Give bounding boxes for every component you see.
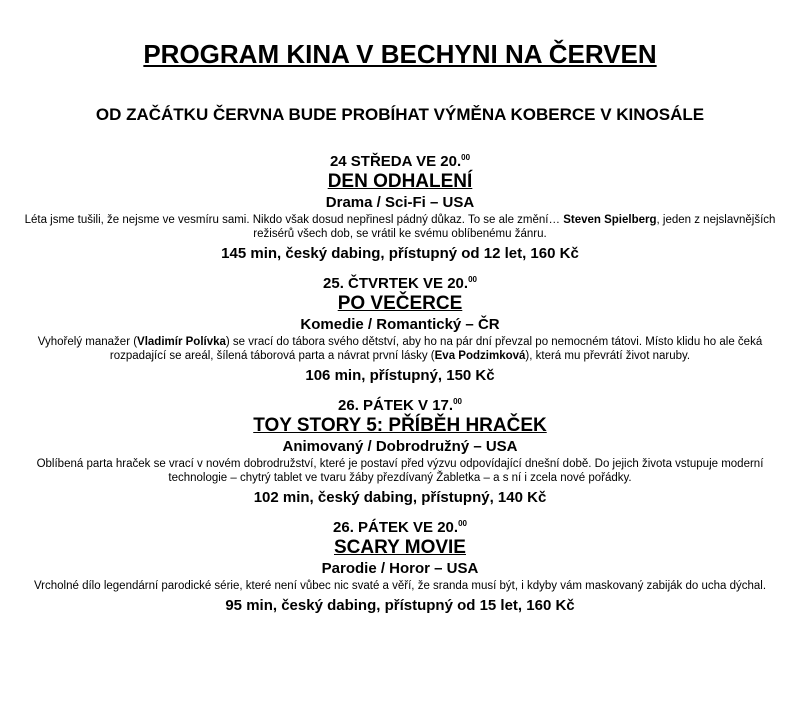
event-date: 25. ČTVRTEK VE 20.00 xyxy=(323,275,477,292)
event-time-minutes: 00 xyxy=(458,519,467,528)
film-description: Vrcholné dílo legendární parodické série, které není vůbec nic svaté a věří, že sranda musí být, i kdyby vám maskovaný zabiják do ucha dýchal. xyxy=(33,580,767,592)
film-title: SCARY MOVIE xyxy=(334,537,466,558)
film-genre: Animovaný / Dobrodružný – USA xyxy=(282,438,518,455)
event-scary-movie xyxy=(0,519,800,616)
renovation-notice: OD ZAČÁTKU ČERVNA BUDE PROBÍHAT VÝMĚNA KOBERCE V KINOSÁLE xyxy=(95,105,705,124)
film-description: Vyhořelý manažer (Vladimír Polívka) se vrací do tábora svého dětství, aby ho na pár dní převzal po nemocném tátovi. Místo klidu ho ale čeká rozpadající se areál, šílená táborová parta a návrat první lásky (Eva Podzimková), která mu převrátí život naruby. xyxy=(37,336,763,362)
film-description: Oblíbená parta hraček se vrací v novém dobrodružství, které je postaví před výzvu odpovídající dnešní době. Do jejich života vstupuje moderní technologie – chytrý tablet ve tvaru žáby přezdívaný Žabletka – a s ní i zcela nové pořádky. xyxy=(36,458,764,484)
event-po-vecerce xyxy=(0,275,800,386)
event-date: 24 STŘEDA VE 20.00 xyxy=(329,153,471,170)
film-info: 95 min, český dabing, přístupný od 15 let, 160 Kč xyxy=(225,597,575,614)
film-genre: Parodie / Horor – USA xyxy=(321,560,479,577)
event-time-minutes: 00 xyxy=(461,153,471,162)
event-date: 26. PÁTEK V 17.00 xyxy=(338,397,462,414)
film-genre: Drama / Sci-Fi – USA xyxy=(325,194,475,211)
page-title: PROGRAM KINA V BECHYNI NA ČERVEN xyxy=(143,39,657,69)
event-date: 26. PÁTEK VE 20.00 xyxy=(333,519,467,536)
event-den-odhaleni xyxy=(0,153,800,264)
event-time-minutes: 00 xyxy=(468,275,477,284)
film-info: 106 min, přístupný, 150 Kč xyxy=(305,367,495,384)
film-title: TOY STORY 5: PŘÍBĚH HRAČEK xyxy=(253,415,547,436)
film-description: Léta jsme tušili, že nejsme ve vesmíru sami. Nikdo však dosud nepřinesl pádný důkaz. To se ale změní… Steven Spielberg, jeden z nejslavnějších režisérů všech dob, se vrátil ke svému oblíbenému žánru. xyxy=(24,214,776,240)
event-toy-story-5 xyxy=(0,397,800,508)
film-title: PO VEČERCE xyxy=(337,293,463,314)
film-title: DEN ODHALENÍ xyxy=(327,171,473,192)
film-info: 102 min, český dabing, přístupný, 140 Kč xyxy=(253,489,547,506)
event-time-minutes: 00 xyxy=(453,397,462,406)
film-info: 145 min, český dabing, přístupný od 12 let, 160 Kč xyxy=(221,245,579,262)
film-genre: Komedie / Romantický – ČR xyxy=(300,316,500,333)
